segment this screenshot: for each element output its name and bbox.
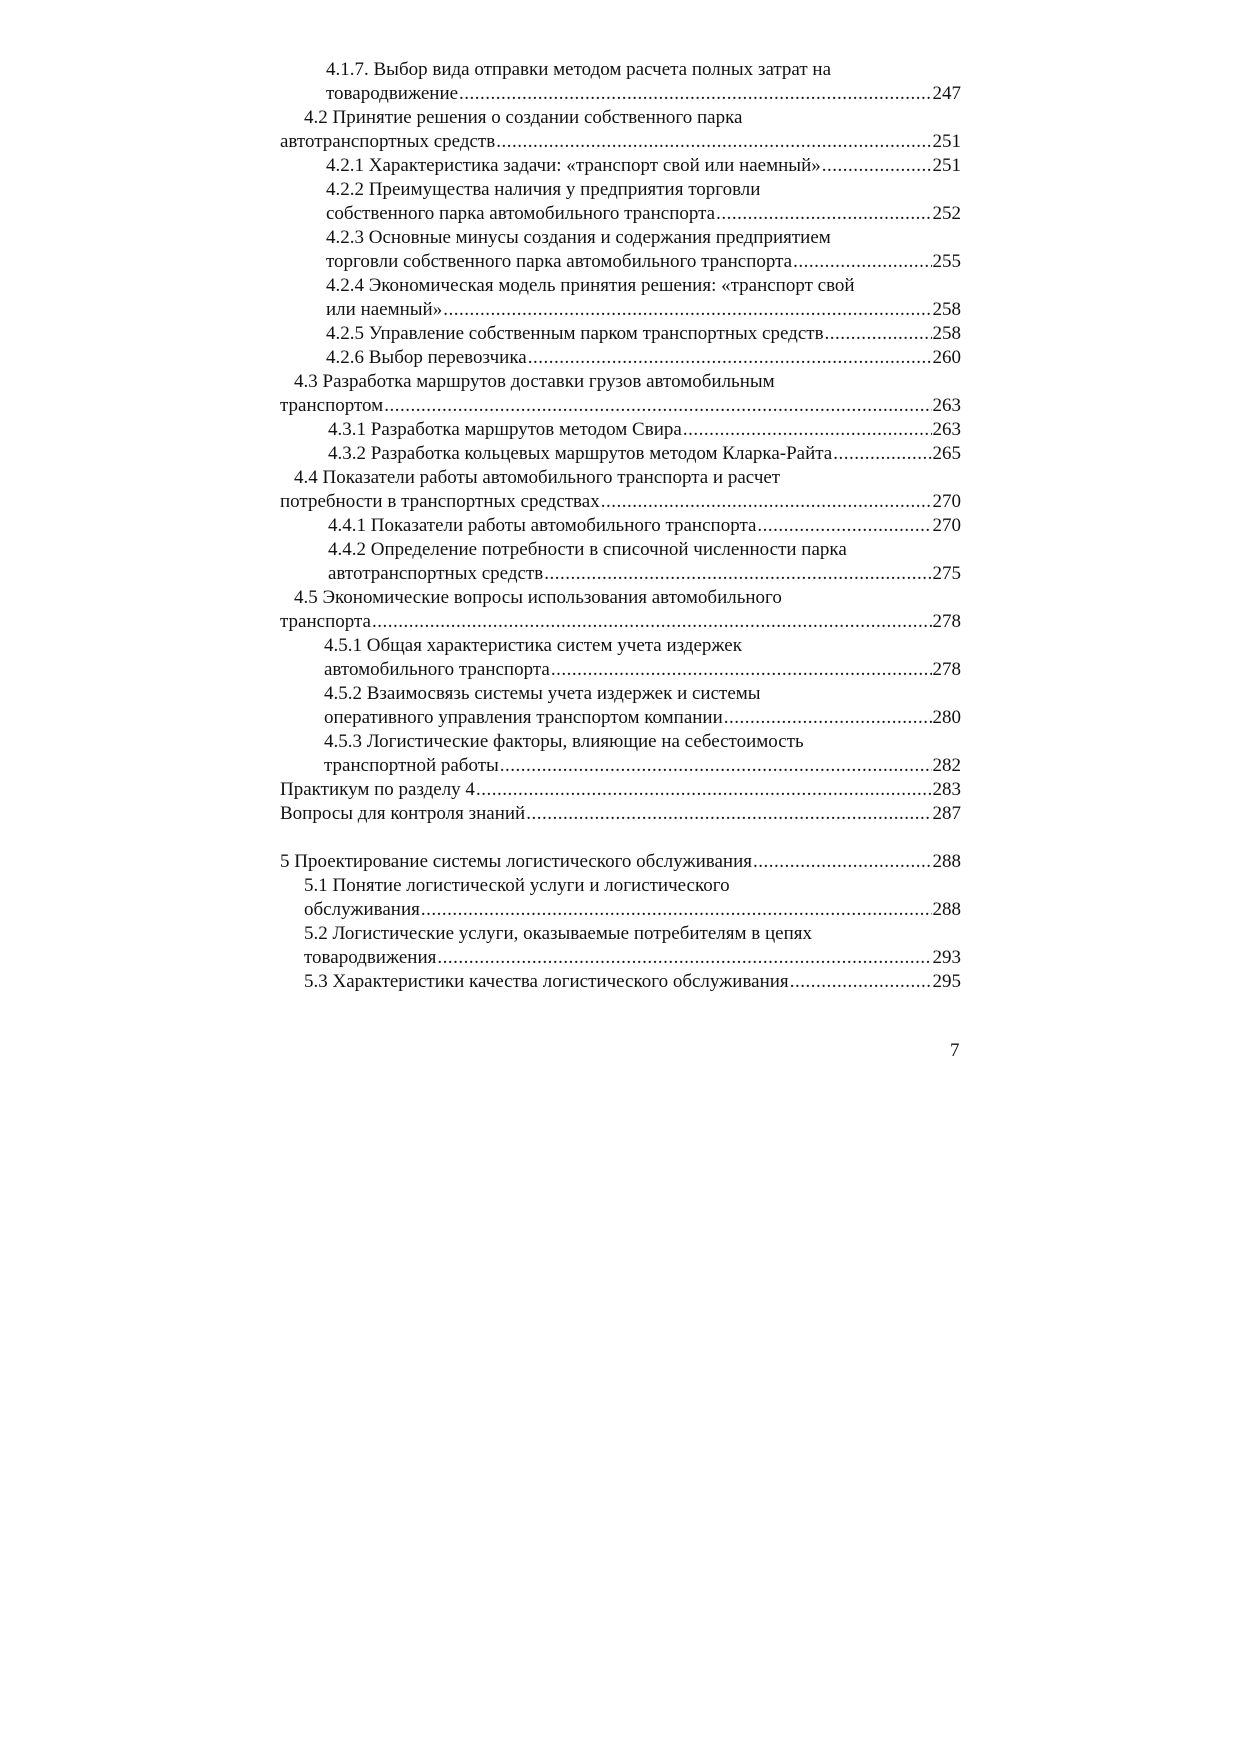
toc-page-number: 280 [932, 707, 961, 728]
toc-entry-title-cont: автотранспортных средств [328, 563, 544, 584]
toc-entry-title-cont: или наемный» [326, 299, 443, 320]
dot-leader [496, 130, 931, 154]
toc-entry-title-cont: потребности в транспортных средствах [280, 491, 600, 512]
toc-page-number: 265 [932, 443, 961, 464]
toc-entry-4-5-2 [280, 682, 961, 730]
toc-entry-4-5 [280, 586, 961, 634]
dot-leader [372, 610, 932, 634]
toc-entry-title: 4.5.1 Общая характеристика систем учета издержек [324, 635, 742, 656]
toc-entry-4-2-4 [280, 274, 961, 322]
dot-leader [459, 82, 931, 106]
dot-leader [528, 346, 932, 370]
toc-entry-title-cont: автомобильного транспорта [324, 659, 550, 680]
dot-leader [443, 298, 931, 322]
toc-entry-title-cont: обслуживания [304, 899, 420, 920]
toc-entry-title: 4.2.3 Основные минусы создания и содержания предприятием [326, 227, 831, 248]
toc-entry-title-cont: торговли собственного парка автомобильного транспорта [326, 251, 793, 272]
toc-entry-title: 4.3 Разработка маршрутов доставки грузов автомобильным [294, 371, 775, 392]
toc-entry-4-2 [280, 106, 961, 154]
dot-leader [822, 154, 932, 178]
toc-page-number: 252 [932, 203, 961, 224]
toc-entry-title: 5 Проектирование системы логистического обслуживания [280, 851, 753, 872]
toc-page-number: 288 [932, 851, 961, 872]
dot-leader [437, 946, 931, 970]
toc-entry-title: 5.2 Логистические услуги, оказываемые потребителям в цепях [304, 923, 813, 944]
toc-entry-4-3 [280, 370, 961, 418]
dot-leader [601, 490, 932, 514]
toc-entry-title-cont: транспортом [280, 395, 384, 416]
toc-entry-practicum [280, 778, 961, 802]
toc-entry-title: 4.5 Экономические вопросы использования автомобильного [294, 587, 782, 608]
toc-entry-5-3 [280, 970, 961, 994]
toc-page-number: 263 [932, 395, 961, 416]
toc-page-number: 278 [932, 611, 961, 632]
toc-page-number: 283 [932, 779, 961, 800]
dot-leader [724, 706, 932, 730]
toc-page-number: 295 [932, 971, 961, 992]
toc-page-number: 293 [932, 947, 961, 968]
toc-entry-title: 4.4.1 Показатели работы автомобильного транспорта [328, 515, 757, 536]
toc-entry-title: 4.3.1 Разработка маршрутов методом Свира [328, 419, 682, 440]
toc-entry-title: 4.2.5 Управление собственным парком транспортных средств [326, 323, 824, 344]
toc-entry-title: Практикум по разделу 4 [280, 779, 475, 800]
toc-page-number: 275 [932, 563, 961, 584]
toc-entry-title: 4.2.6 Выбор перевозчика [326, 347, 527, 368]
toc-page-number: 288 [932, 899, 961, 920]
toc-page-number: 258 [932, 299, 961, 320]
toc-entry-title: Вопросы для контроля знаний [280, 803, 526, 824]
toc-entry-title-cont: товародвижение [326, 83, 459, 104]
toc-page-number: 251 [932, 131, 961, 152]
toc-entry-4-5-1 [280, 634, 961, 682]
dot-leader [716, 202, 931, 226]
dot-leader [384, 394, 931, 418]
toc-entry-title: 4.5.2 Взаимосвязь системы учета издержек и системы [324, 683, 761, 704]
toc-entry-title: 4.1.7. Выбор вида отправки методом расчета полных затрат на [326, 59, 832, 80]
toc-entry-title: 4.5.3 Логистические факторы, влияющие на себестоимость [324, 731, 804, 752]
toc-entry-title: 5.1 Понятие логистической услуги и логистического [304, 875, 730, 896]
dot-leader [790, 970, 932, 994]
toc-page-number: 278 [932, 659, 961, 680]
toc-entry-4-5-3 [280, 730, 961, 778]
toc-entry-title: 4.4 Показатели работы автомобильного транспорта и расчет [294, 467, 781, 488]
toc-entry-title: 4.3.2 Разработка кольцевых маршрутов методом Кларка-Райта [328, 443, 833, 464]
dot-leader [500, 754, 932, 778]
toc-entry-4-4 [280, 466, 961, 514]
toc-entry-title: 4.2.1 Характеристика задачи: «транспорт свой или наемный» [326, 155, 821, 176]
toc-page-number: 255 [932, 251, 961, 272]
toc-entry-title-cont: оперативного управления транспортом компании [324, 707, 723, 728]
toc-entry-4-1-7 [280, 58, 961, 106]
toc-page-number: 287 [932, 803, 961, 824]
toc-entry-4-2-3 [280, 226, 961, 274]
toc-entry-4-2-5 [280, 322, 961, 346]
dot-leader [833, 442, 931, 466]
toc-entry-4-2-2 [280, 178, 961, 226]
table-of-contents [280, 58, 961, 994]
toc-entry-title: 4.4.2 Определение потребности в списочной численности парка [328, 539, 847, 560]
toc-page-number: 260 [932, 347, 961, 368]
toc-page-number: 282 [932, 755, 961, 776]
toc-entry-4-3-1 [280, 418, 961, 442]
dot-leader [793, 250, 931, 274]
page-number: 7 [950, 1040, 960, 1061]
toc-entry-4-3-2 [280, 442, 961, 466]
toc-page-number: 270 [932, 515, 961, 536]
toc-page-number: 247 [932, 83, 961, 104]
dot-leader [683, 418, 932, 442]
toc-entry-4-4-2 [280, 538, 961, 586]
toc-entry-title: 4.2.2 Преимущества наличия у предприятия торговли [326, 179, 761, 200]
dot-leader [526, 802, 931, 826]
toc-entry-title-cont: собственного парка автомобильного транспорта [326, 203, 716, 224]
toc-page-number: 270 [932, 491, 961, 512]
toc-entry-5 [280, 850, 961, 874]
dot-leader [825, 322, 932, 346]
toc-entry-title-cont: транспортной работы [324, 755, 499, 776]
toc-entry-4-2-1 [280, 154, 961, 178]
dot-leader [753, 850, 931, 874]
toc-page-number: 263 [932, 419, 961, 440]
toc-entry-4-4-1 [280, 514, 961, 538]
toc-entry-questions [280, 802, 961, 826]
dot-leader [476, 778, 932, 802]
toc-entry-4-2-6 [280, 346, 961, 370]
dot-leader [551, 658, 932, 682]
dot-leader [757, 514, 931, 538]
toc-entry-title-cont: транспорта [280, 611, 371, 632]
dot-leader [421, 898, 932, 922]
toc-entry-title: 5.3 Характеристики качества логистического обслуживания [304, 971, 789, 992]
toc-entry-title-cont: товародвижения [304, 947, 437, 968]
toc-page-number: 258 [932, 323, 961, 344]
toc-entry-5-1 [280, 874, 961, 922]
toc-entry-title: 4.2 Принятие решения о создании собственного парка [304, 107, 743, 128]
toc-entry-5-2 [280, 922, 961, 970]
toc-entry-title-cont: автотранспортных средств [280, 131, 496, 152]
toc-entry-title: 4.2.4 Экономическая модель принятия решения: «транспорт свой [326, 275, 855, 296]
toc-page-number: 251 [932, 155, 961, 176]
dot-leader [544, 562, 931, 586]
